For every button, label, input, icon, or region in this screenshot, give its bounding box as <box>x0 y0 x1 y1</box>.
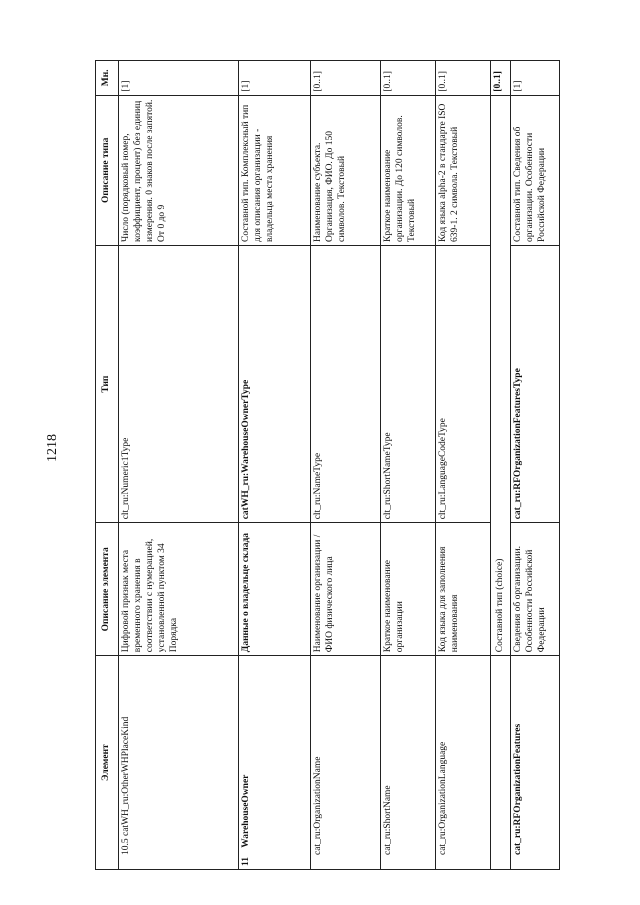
rotated-page-content <box>95 60 560 870</box>
type-description: Наименование субъекта. Организация, ФИО. До 150 символов. Текстовый <box>311 95 381 245</box>
multiplicity: [1] <box>239 61 311 96</box>
table-row <box>311 61 381 870</box>
table-header-row <box>96 61 119 870</box>
table-row <box>239 61 311 870</box>
type-name: clt_ru:Numeric1Type <box>119 245 239 522</box>
multiplicity: [0..1] <box>311 61 381 96</box>
multiplicity: [1] <box>119 61 239 96</box>
table-row <box>436 61 491 870</box>
element-name: WarehouseOwner <box>241 774 251 848</box>
header-element: Элемент <box>96 656 119 870</box>
table-row <box>381 61 436 870</box>
element-cell <box>381 656 436 870</box>
type-description: Краткое наименование организации. До 120 символов. Текстовый <box>381 95 436 245</box>
type-name: catWH_ru:WarehouseOwnerType <box>239 245 311 522</box>
element-description: Краткое наименование организации <box>381 523 436 656</box>
type-name: cat_ru:RFOrganizationFeaturesType <box>511 245 560 522</box>
element-cell <box>491 656 511 870</box>
element-name: cat_ru:OrganizationName <box>313 756 323 855</box>
element-cell <box>119 656 239 870</box>
header-element-description: Описание элемента <box>96 523 119 656</box>
header-multiplicity: Мн. <box>96 61 119 96</box>
row-number: 11 <box>241 857 251 866</box>
element-cell <box>511 656 560 870</box>
element-name: cat_ru:RFOrganizationFeatures <box>513 723 523 855</box>
element-name: catWH_ru:OtherWHPlaceKind <box>121 716 131 836</box>
header-type-description: Описание типа <box>96 95 119 245</box>
row-number: 10.5 <box>121 838 131 855</box>
page-number: 1218 <box>45 434 60 462</box>
element-description: Цифровой признак места временного хранения в соответствии с нумерацией, установленной пунктом 34 Порядка <box>119 523 239 656</box>
element-name: cat_ru:OrganizationLanguage <box>438 741 448 855</box>
type-description: Число (порядковый номер, коэффициент, процент) без единиц измерения. 0 знаков после запятой. От 0 до 9 <box>119 95 239 245</box>
type-description: Составной тип. Сведения об организации. Особенности Российской Федерации <box>511 95 560 245</box>
multiplicity: [1] <box>511 61 560 96</box>
element-description: Сведения об организации. Особенности Российской Федерации <box>511 523 560 656</box>
multiplicity: [0..1] <box>491 61 511 96</box>
type-description: Составной тип. Комплексный тип для описания организации - владельца места хранения <box>239 95 311 245</box>
element-description: Код языка для заполнения наименования <box>436 523 491 656</box>
multiplicity: [0..1] <box>381 61 436 96</box>
type-name: clt_ru:NameType <box>311 245 381 522</box>
element-description: Наименование организации / ФИО физического лица <box>311 523 381 656</box>
table-row <box>511 61 560 870</box>
element-name: cat_ru:ShortName <box>383 785 393 855</box>
multiplicity: [0..1] <box>436 61 491 96</box>
choice-label: Составной тип (choice) <box>491 95 511 656</box>
type-name: clt_ru:LanguageCodeType <box>436 245 491 522</box>
header-type: Тип <box>96 245 119 522</box>
table-row <box>119 61 239 870</box>
schema-table <box>95 60 560 870</box>
type-description: Код языка alpha-2 в стандарте ISO 639-1. 2 символа. Текстовый <box>436 95 491 245</box>
element-cell <box>311 656 381 870</box>
choice-row <box>491 61 511 870</box>
element-description: Данные о владельце склада <box>239 523 311 656</box>
element-cell <box>239 656 311 870</box>
element-cell <box>436 656 491 870</box>
type-name: clt_ru:ShortNameType <box>381 245 436 522</box>
